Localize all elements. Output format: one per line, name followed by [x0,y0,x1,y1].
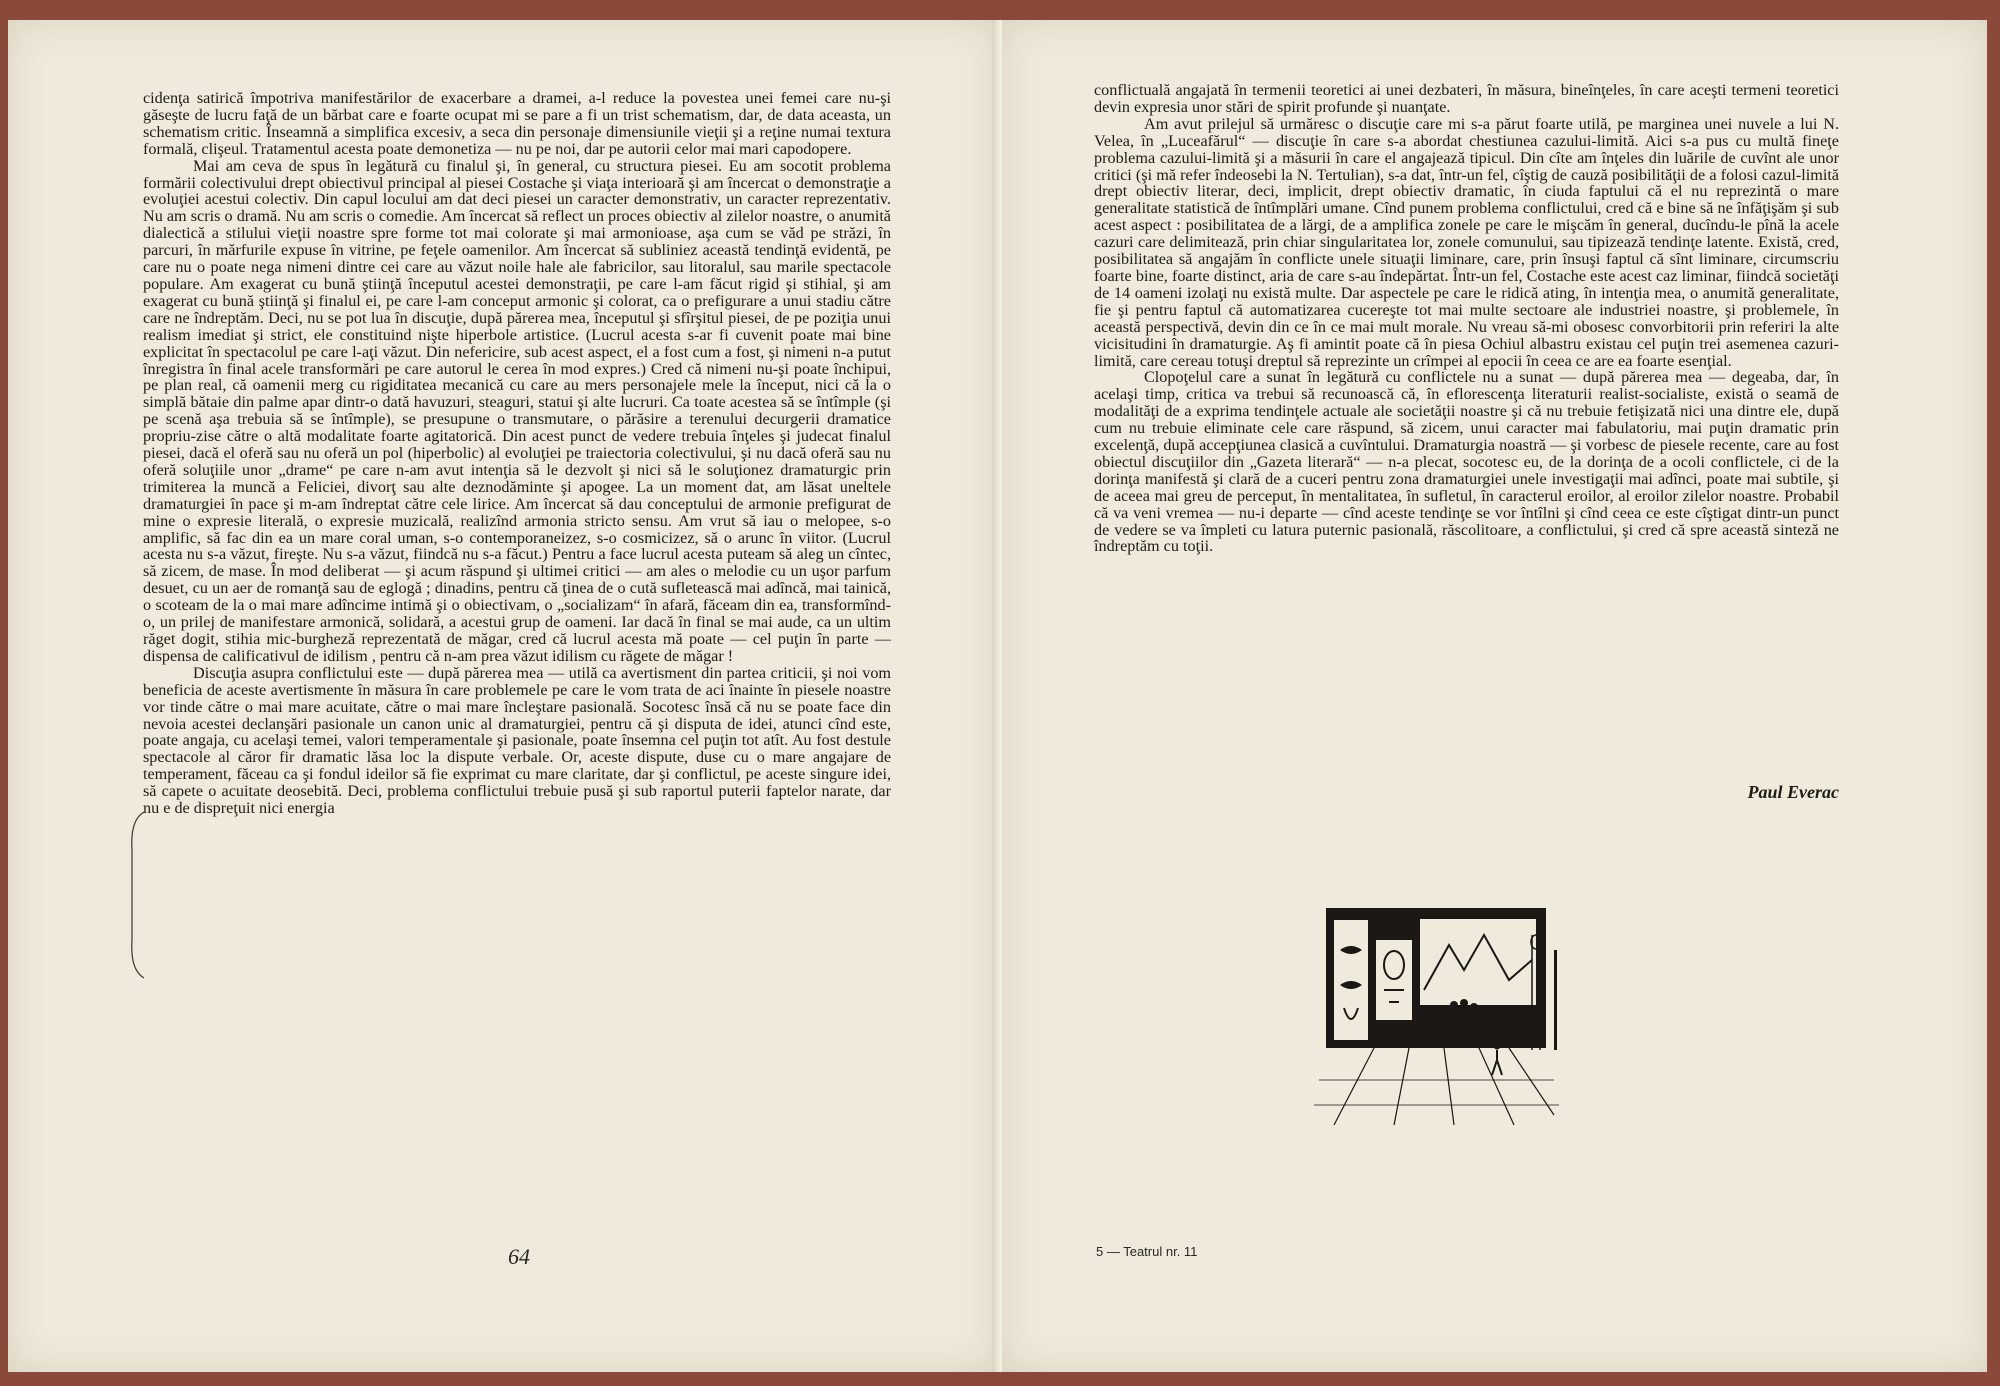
left-paragraph-1: cidenţa satirică împotriva manifestărilor de exacerbare a dramei, a-l reduce la povestea unei femei care nu-şi găseşte de lucru faţă de un bărbat care e foarte ocupat mi se pare a fi un trist schematism, dar, de data aceasta, un schematism critic. Înseamnă a simplifica excesiv, a seca din personaje dimensiunile vieţii şi a reţine numai textura formală, clişeul. Tratamentul acesta poate demonetiza — nu pe noi, dar pe autorii celor mai mari capodopere. [143,89,891,158]
left-page [8,20,998,1372]
right-paragraph-3: Clopoţelul care a sunat în legătură cu conflictele nu a sunat — după părerea mea — degeaba, dar, în acelaşi timp, critica va trebui să recunoască că, în eflorescenţa literaturii realist-socialiste, există o seamă de modalităţi de a exprima tendinţele actuale ale societăţii noastre şi că nu trebuie fetişizată nici una dintre ele, după cum nu trebuie eliminate cele care răspund, să zicem, unui caracter mai fabulatoriu, mai puţin dramatic prin excelenţă, după accepţiunea clasică a cuvîntului. Dramaturgia noastră — şi vorbesc de piesele recente, care au fost obiectul discuţiilor din „Gazeta literară“ — n-a plecat, socotesc eu, de la dorinţa de a ocoli conflictele, ci de la dorinţa manifestă şi clară de a cuceri pentru zona dramaturgiei unele investigaţii mai adînci, poate mai subtile, şi de aceea mai greu de perceput, în mentalitatea, în sufletul, în caracterul eroilor, al eroilor zilelor noastre. Probabil că va veni vremea — nu-i departe — cînd aceste tendinţe se vor întîlni şi cînd ceea ce este cîştigat dintr-un punct de vedere se va împleti cu latura puternic pasională, răscolitoare, a conflictului, şi cred că spre această sinteză ne îndreptăm cu toţii. [1094,368,1839,556]
right-paragraph-1: conflictuală angajată în termenii teoretici ai unei dezbateri, în măsura, bineînţeles, în care aceşti termeni teoretici devin expresia unor stări de spirit profunde şi nuanţate. [1094,81,1839,116]
left-text-column [143,90,891,817]
left-paragraph-2: Mai am ceva de spus în legătură cu finalul şi, în general, cu structura piesei. Eu am socotit problema formării colectivului drept obiectivul principal al piesei Costache şi viaţa interioară şi am încercat o demonstraţie a evoluţiei acestui colectiv. Din capul locului am dat deci piesei un caracter demonstrativ, un caracter reprezentativ. Nu am scris o dramă. Nu am scris o comedie. Am încercat să reflect un proces obiectiv al zilelor noastre, o anumită dialectică a stilului vieţii noastre spre forme tot mai colorate şi mai armonioase, aşa cum se văd pe străzi, în parcuri, în mărfurile expuse în vitrine, pe feţele oamenilor. Am încercat să subliniez această tendinţă evidentă, pe care nu o poate nega nimeni dintre cei care au văzut noile hale ale fabricilor, sau litoralul, sau marile spectacole populare. Am exagerat cu bună ştiinţă începutul acestei demonstraţii, pe care l-am făcut rigid şi stihial, şi am exagerat cu bună ştiinţă şi finalul ei, pe care l-am conceput armonic şi colorat, ca o prefigurare a unui stadiu către care ne îndreptăm. Deci, nu se pot lua în discuţie, după părerea mea, începutul şi sfîrşitul piesei, de pe poziţia unui realism imediat şi strict, ele constituind nişte hiperbole artistice. (Lucrul acesta s-ar fi cuvenit poate mai bine explicitat în spectacolul pe care l-aţi văzut. Din nefericire, sub acest aspect, el a fost cum a fost, şi nimeni n-a putut înregistra în final acele transformări pe care autorul le cerea în mod expres.) Cred că nimeni nu-şi poate închipui, pe plan real, că oamenii merg cu rigiditatea mecanică cu care au mers personajele mele la început, nici că la o simplă bătaie din palme apar dintr-o dată havuzuri, steaguri, statui şi alte lucruri. Ca toate acestea să se întîmple (şi pe scenă aşa trebuia să se întîmple), se presupune o transmutare, o părăsire a terenului decurgerii dramatice propriu-zise către o altă modalitate foarte agitatorică. Din acest punct de vedere trebuia înţeles şi judecat finalul piesei, dacă el oferă sau nu oferă un pol (hiperbolic) al evoluţiei pe traiectoria colectivului, şi nu dacă oferă sau nu oferă soluţiile unor „drame“ pe care n-am avut intenţia să le dezvolt şi nici să le soluţionez dramaturgic prin trimiterea la muncă a Feliciei, divorţ sau alte deznodăminte şi apogee. La un moment dat, am lăsat uneltele dramaturgiei în pace şi m-am îndreptat către cele lirice. Am încercat să dau conceptului de armonie prefigurat de mine o expresie literală, o expresie muzicală, realizînd armonia stricto sensu. Am vrut să iau o melopee, s-o amplific, să fac din ea un mare coral uman, s-o contemporaneizez, s-o cosmicizez, să o arunc în viitor. (Lucrul acesta nu s-a văzut, fireşte. Nu s-a văzut, fiindcă nu s-a făcut.) Pentru a face lucrul acesta puteam să aleg un cîntec, să zicem, de mase. În mod deliberat — şi acum răspund şi ultimei critici — am ales o melodie cu un uşor parfum desuet, cu un aer de romanţă sau de eglogă ; dinadins, pentru că ţinea de o cută sufletească mai adîncă, mai tainică, o scoteam de la o mai mare adîncime intimă şi o obiectivam, o „socializam“ în afară, făceam din ea, transformînd-o, un prilej de manifestare armonică, solidară, a acestui grup de oameni. Iar dacă în final se mai aude, ca un ultim răget dogit, stihia mic-burgheză reprezentată de măgar, cred că lucrul acesta mă poate — cel puţin în parte — dispensa de calificativul de idilism , pentru că n-am prea văzut idilism cu răgete de măgar ! [143,156,891,665]
page-footer-right: 5 — Teatrul nr. 11 [1096,1244,1198,1259]
left-paragraph-3: Discuţia asupra conflictului este — după părerea mea — utilă ca avertisment din partea criticii, şi noi vom beneficia de aceste avertismente în măsura în care problemele pe care le vom trata de aci înainte în piesele noastre vor tinde către o mai mare acuitate, către o mai mare încleştare pasională. Socotesc însă că nu se poate face din nevoia acestei declanşări pasionale un canon unic al dramaturgiei, pentru că şi disputa de idei, atunci cînd este, poate angaja, cu acelaşi temei, valori temperamentale şi pasionale, poate însemna cel puţin tot atît. Au fost destule spectacole al căror fir dramatic lăsa loc la dispute verbale. Or, aceste dispute, duse cu o mare angajare de temperament, făceau ca şi fondul ideilor să fie exprimat cu mare claritate, dar şi conflictul, pe aceste singure idei, să capete o acuitate deosebită. Deci, problema conflictului trebuie pusă şi sub raportul puterii faptelor narate, dar nu e de dispreţuit nici energia [143,663,891,818]
author-signature: Paul Everac [1747,782,1839,802]
right-text-column [1094,82,1839,555]
stage-sketch-illustration [1314,890,1559,1130]
page-number-left: 64 [508,1244,530,1269]
right-paragraph-2: Am avut prilejul să urmăresc o discuţie care mi s-a părut foarte utilă, pe marginea unei nuvele a lui N. Velea, în „Luceafărul“ — discuţie în care s-a abordat chestiunea cazului-limită. Aici s-a pus cu multă fineţe problema cazului-limită şi a măsurii în care el angajează tipicul. Din cîte am înţeles din luările de cuvînt ale unor critici (şi mă refer îndeosebi la N. Tertulian), s-a dat, într-un fel, cîştig de cauză posibilităţii de a folosi cazul-limită drept obiectiv literar, deci, implicit, drept obiectiv dramatic, în ciuda faptului că el nu reprezintă o mare generalitate statistică de întîmplări umane. Cînd punem problema conflictului, cred că e bine să ne înfăţişăm şi sub acest aspect : posibilitatea de a lărgi, de a amplifica zonele pe care le mişcăm în general, ducîndu-le pînă la acele cazuri care delimitează, prin chiar singularitatea lor, zonele comunului, sau tipizează tendinţe latente. Există, cred, posibilitatea să angajăm în conflicte unele situaţii liminare, care, prin însuşi faptul că sînt liminare, circumscriu foarte bine, foarte distinct, aria de care s-au îndepărtat. Într-un fel, Costache este acest caz liminar, fiindcă societăţi de 14 oameni izolaţi nu există multe. Dar aspectele pe care le ridică ating, în intenţia mea, o anumită generalitate, fie şi pentru faptul că automatizarea cucereşte tot mai multe sectoare ale industriei noastre, şi problemele, în această perspectivă, devin din ce în ce mai mult morale. Nu vreau să-mi obosesc convorbitorii prin referiri la alte vicisitudini în dramaturgie. Aş fi amintit poate că în piesa Ochiul albastru existau cel puţin trei asemenea cazuri-limită, care cereau totuşi dreptul să reprezinte un crîmpei al epocii în ceea ce are ea foarte esenţial. [1094,114,1839,370]
handwritten-margin-bracket [126,810,146,980]
right-page [1002,20,1987,1372]
